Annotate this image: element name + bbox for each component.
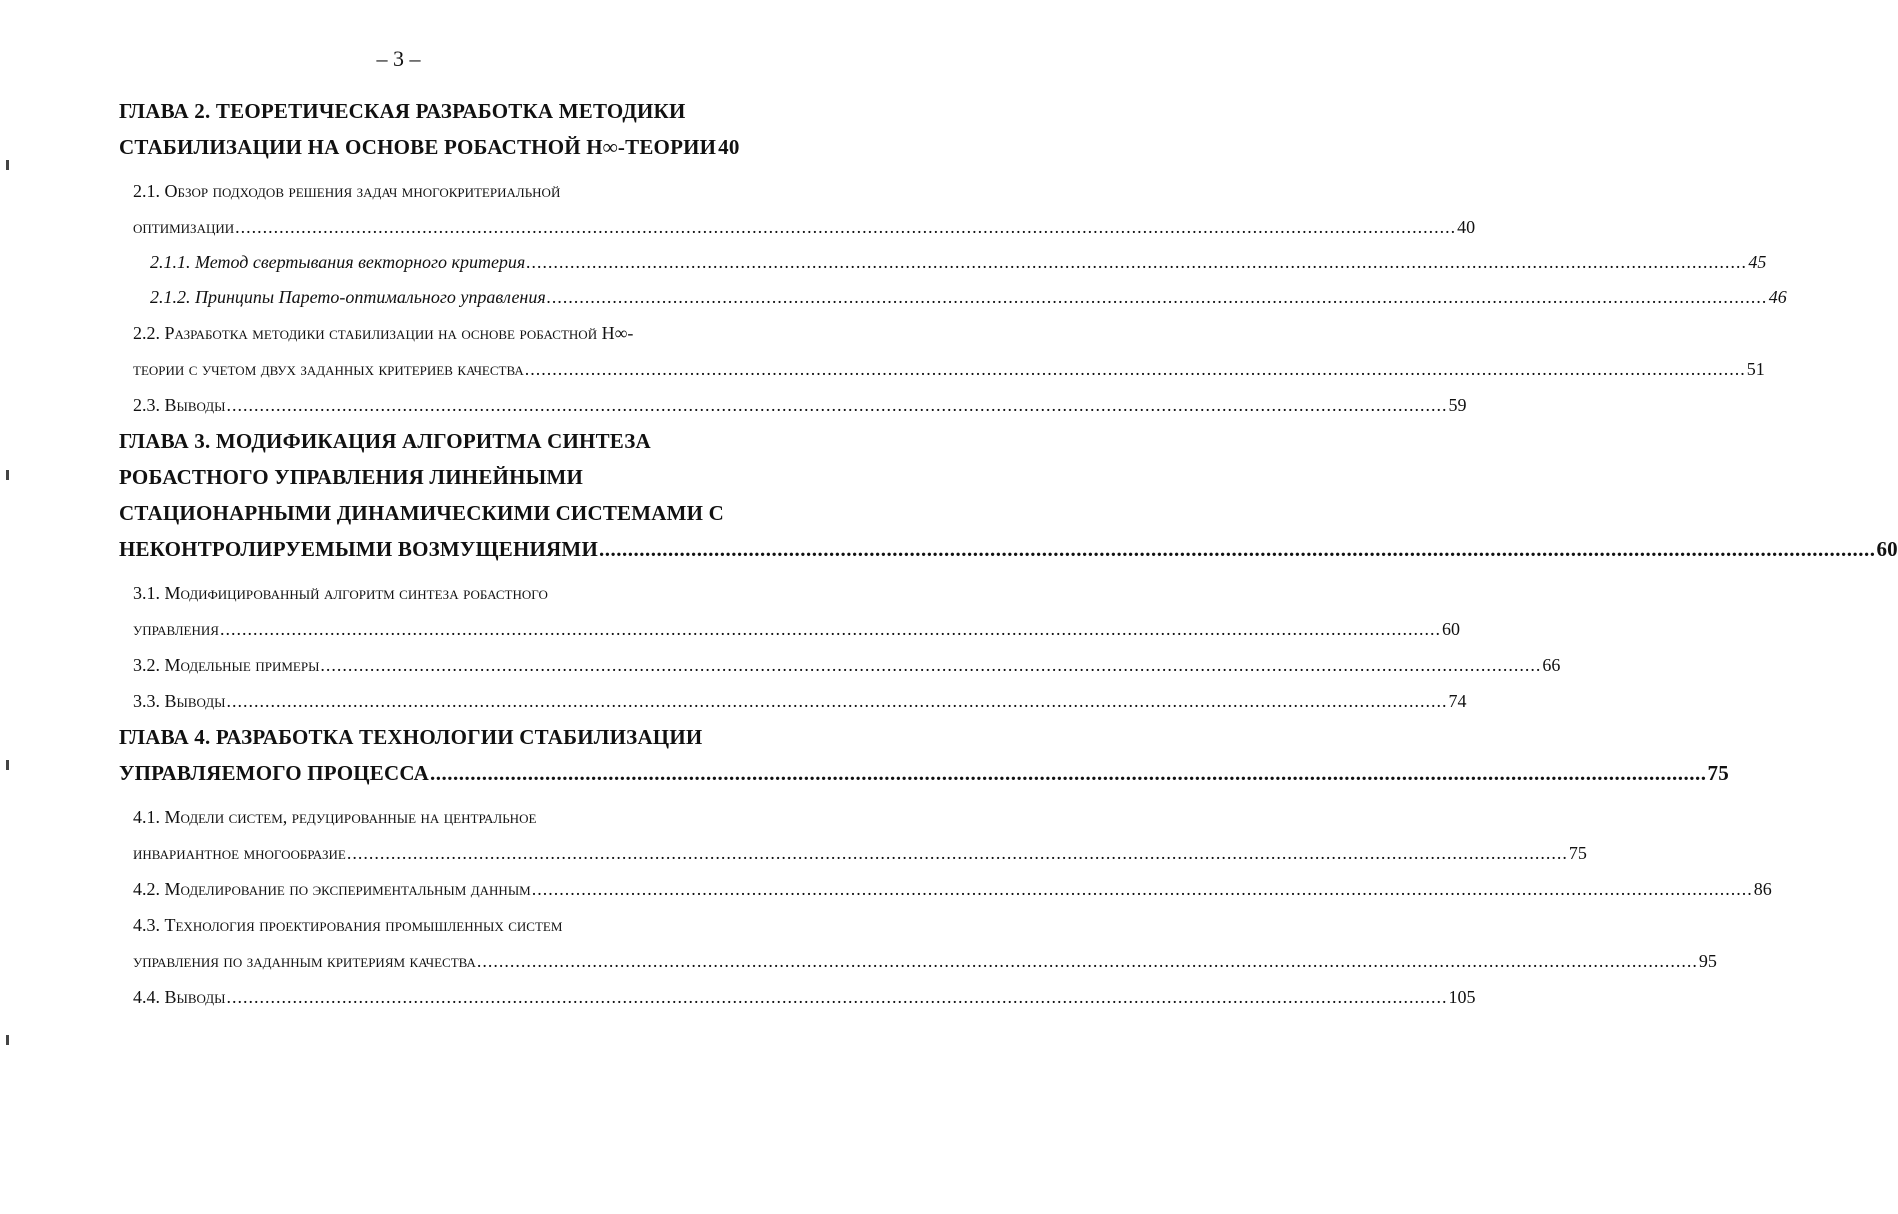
section-title: управления — [133, 619, 219, 639]
dot-leader — [526, 245, 1747, 280]
chapter-2 — [0, 93, 1787, 423]
dot-leader — [347, 835, 1568, 871]
section-title-line: 4.1. Модели систем, редуцированные на центральное — [133, 807, 537, 827]
page-ref: 60 — [1876, 537, 1898, 561]
chapter-title-line: ГЛАВА 2. ТЕОРЕТИЧЕСКАЯ РАЗРАБОТКА МЕТОДИКИ — [119, 99, 686, 123]
section-entry[interactable] — [133, 611, 1460, 647]
section-title: 4.4. Выводы — [133, 987, 226, 1007]
section-entry[interactable] — [133, 683, 1467, 719]
dot-leader — [235, 209, 1456, 245]
section-title-line: 2.1. Обзор подходов решения задач многокритериальной — [133, 181, 561, 201]
section-entry[interactable] — [133, 209, 1476, 245]
page-ref: 75 — [1707, 761, 1729, 785]
dot-leader — [226, 683, 1447, 719]
page-ref: 45 — [1748, 252, 1767, 272]
section-title: теории с учетом двух заданных критериев качества — [133, 359, 524, 379]
chapter-title-line: ГЛАВА 4. РАЗРАБОТКА ТЕХНОЛОГИИ СТАБИЛИЗАЦИИ — [119, 725, 703, 749]
page-ref: 66 — [1542, 655, 1561, 675]
chapter-title-last-line: НЕКОНТРОЛИРУЕМЫМИ ВОЗМУЩЕНИЯМИ — [119, 537, 598, 561]
dot-leader — [430, 755, 1707, 791]
dot-leader — [226, 979, 1447, 1015]
section-title: оптимизации — [133, 217, 235, 237]
dot-leader — [320, 647, 1541, 683]
section-title-line: 2.2. Разработка методики стабилизации на основе робастной H∞- — [133, 323, 634, 343]
page-ref: 74 — [1448, 691, 1467, 711]
page-number: – 3 – — [376, 46, 421, 71]
page-ref: 105 — [1448, 987, 1476, 1007]
page-ref: 86 — [1753, 879, 1772, 899]
section-title: 2.3. Выводы — [133, 395, 226, 415]
section-title: 3.3. Выводы — [133, 691, 226, 711]
page-ref: 46 — [1768, 287, 1787, 307]
section-title: инвариантное многообразие — [133, 843, 346, 863]
page-ref: 40 — [718, 135, 740, 159]
chapter-title-line: РОБАСТНОГО УПРАВЛЕНИЯ ЛИНЕЙНЫМИ — [119, 465, 583, 489]
section-entry[interactable] — [133, 943, 1717, 979]
section-title: 3.2. Модельные примеры — [133, 655, 320, 675]
table-of-contents — [0, 93, 1898, 1015]
page-ref: 60 — [1441, 619, 1460, 639]
page-ref: 95 — [1698, 951, 1717, 971]
dot-leader — [220, 611, 1441, 647]
dot-leader — [547, 280, 1768, 315]
dot-leader — [226, 387, 1447, 423]
section-entry[interactable] — [133, 351, 1765, 387]
scan-mark — [6, 760, 9, 770]
chapter-title-entry[interactable] — [119, 531, 1898, 567]
chapter-title-line: ГЛАВА 3. МОДИФИКАЦИЯ АЛГОРИТМА СИНТЕЗА — [119, 429, 651, 453]
chapter-4 — [0, 719, 1772, 1015]
chapter-title-entry[interactable] — [119, 755, 1729, 791]
dot-leader — [599, 531, 1876, 567]
subsection-title: 2.1.2. Принципы Парето-оптимального управления — [150, 287, 546, 307]
page-ref: 59 — [1448, 395, 1467, 415]
subsection-entry[interactable] — [150, 245, 1767, 280]
section-entry[interactable] — [133, 387, 1467, 423]
section-entry[interactable] — [133, 835, 1587, 871]
chapter-3 — [0, 423, 1898, 719]
subsection-entry[interactable] — [150, 280, 1787, 315]
chapter-title-line: СТАЦИОНАРНЫМИ ДИНАМИЧЕСКИМИ СИСТЕМАМИ С — [119, 501, 725, 525]
section-title: управления по заданным критериям качества — [133, 951, 476, 971]
dot-leader — [532, 871, 1753, 907]
scan-mark — [6, 160, 9, 170]
page-ref: 40 — [1457, 217, 1476, 237]
chapter-title-last-line: УПРАВЛЯЕМОГО ПРОЦЕССА — [119, 761, 430, 785]
subsection-title: 2.1.1. Метод свертывания векторного критерия — [150, 252, 526, 272]
scan-mark — [6, 470, 9, 480]
chapter-title-entry[interactable] — [119, 129, 740, 165]
page-ref: 51 — [1746, 359, 1765, 379]
dot-leader — [477, 943, 1698, 979]
section-entry[interactable] — [133, 647, 1561, 683]
section-entry[interactable] — [133, 871, 1772, 907]
dot-leader — [525, 351, 1746, 387]
section-title-line: 3.1. Модифицированный алгоритм синтеза робастного — [133, 583, 548, 603]
chapter-title-last-line: СТАБИЛИЗАЦИИ НА ОСНОВЕ РОБАСТНОЙ H∞-ТЕОРИИ — [119, 135, 717, 159]
scan-mark — [6, 1035, 9, 1045]
section-entry[interactable] — [133, 979, 1476, 1015]
section-title-line: 4.3. Технология проектирования промышленных систем — [133, 915, 563, 935]
section-title: 4.2. Моделирование по экспериментальным данным — [133, 879, 531, 899]
page-ref: 75 — [1568, 843, 1587, 863]
